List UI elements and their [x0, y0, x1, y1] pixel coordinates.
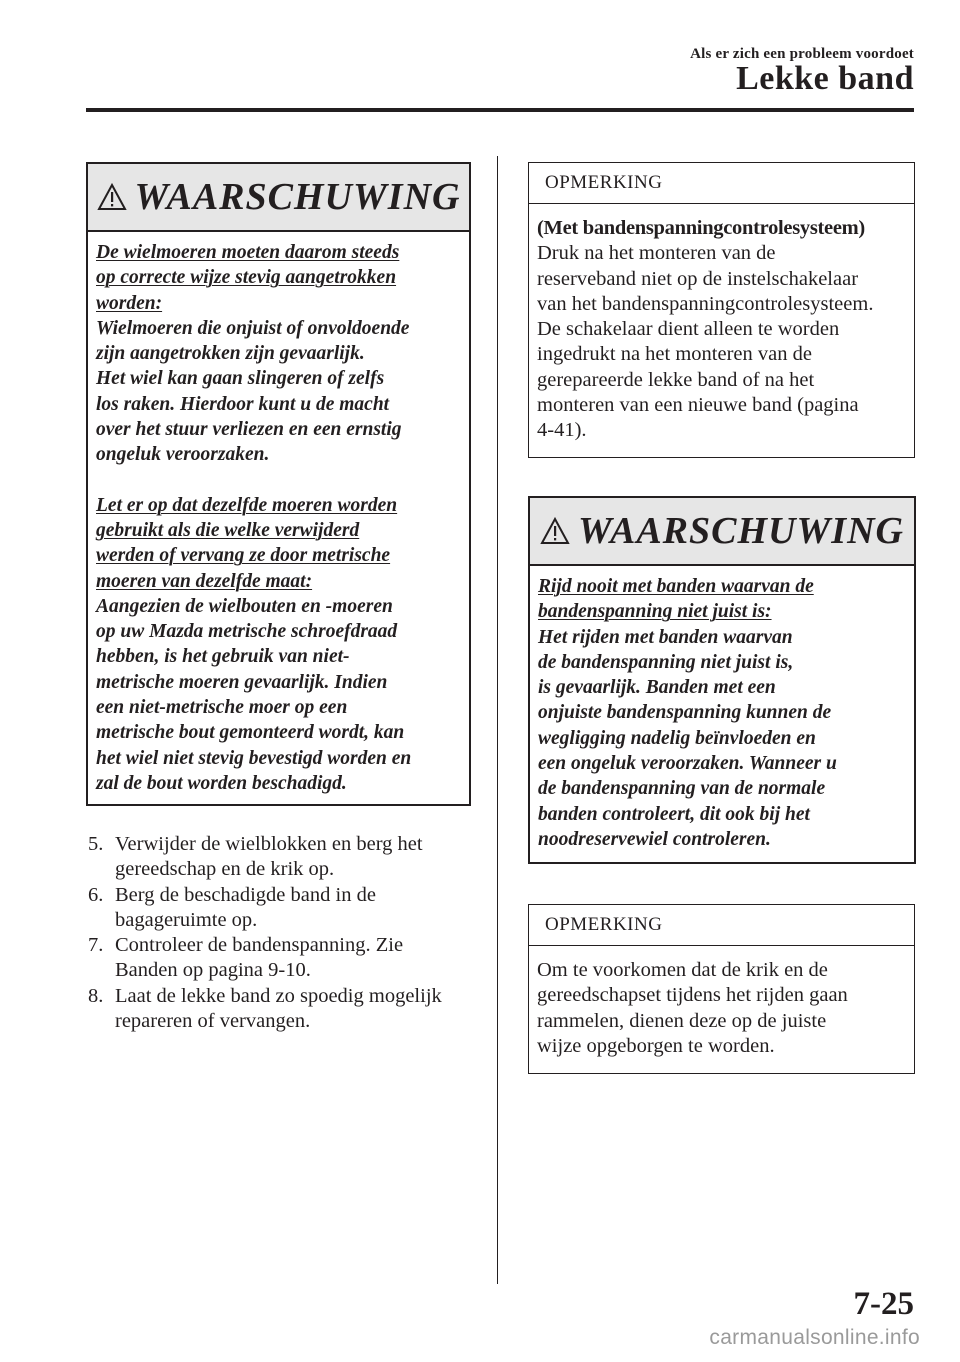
list-item [88, 984, 488, 1035]
warning-line: metrische moeren gevaarlijk. Indien [96, 671, 388, 693]
warning-underlined-line: worden: [96, 292, 163, 314]
page-title: Lekke band [736, 60, 914, 97]
warning-triangle-icon [97, 183, 127, 211]
warning-line: noodreservewiel controleren. [538, 828, 771, 850]
warning-underlined-line: Let er op dat dezelfde moeren worden [96, 494, 398, 516]
step-text: Berg de beschadigde band in de [115, 883, 376, 906]
warning-underlined-line: op correcte wijze stevig aangetrokken [96, 267, 397, 289]
note-line: 4-41). [537, 419, 587, 442]
note-body [529, 204, 914, 454]
warning-box-tire-pressure [528, 496, 916, 864]
note-line: De schakelaar dient alleen te worden [537, 318, 840, 341]
warning-underlined-line: De wielmoeren moeten daarom steeds [96, 242, 400, 263]
warning-underlined-line: bandenspanning niet juist is: [538, 601, 772, 623]
note-line: monteren van een nieuwe band (pagina [537, 394, 859, 417]
warning-line: Het wiel kan gaan slingeren of zelfs [96, 368, 385, 390]
warning-box-wheel-nuts [86, 162, 471, 806]
list-item [88, 883, 488, 934]
page-number: 7-25 [853, 1286, 914, 1322]
section-title: Als er zich een probleem voordoet [690, 46, 914, 62]
warning-line: over het stuur verliezen en een ernstig [96, 419, 402, 441]
note-line: gereedschapset tijdens het rijden gaan [537, 984, 848, 1007]
note-line: van het bandenspanningcontrolesysteem. [537, 292, 874, 315]
note-title: OPMERKING [529, 905, 914, 946]
step-text: bagageruimte op. [115, 908, 258, 931]
warning-line: ongeluk veroorzaken. [96, 444, 270, 466]
warning-line: zal de bout worden beschadigd. [96, 772, 347, 794]
column-divider [497, 156, 498, 1284]
warning-title: WAARSCHUWING [578, 510, 904, 552]
note-line: ingedrukt na het monteren van de [537, 343, 812, 366]
warning-line: het wiel niet stevig bevestigd worden en [96, 747, 412, 769]
step-text: gereedschap en de krik op. [115, 858, 335, 881]
warning-title: WAARSCHUWING [134, 176, 461, 218]
note-line: Om te voorkomen dat de krik en de [537, 959, 828, 981]
warning-underlined-line: gebruikt als die welke verwijderd [96, 519, 360, 541]
note-title: OPMERKING [529, 163, 914, 204]
watermark: carmanualsonline.info [709, 1326, 920, 1349]
step-number: 7. [88, 934, 104, 957]
warning-line: onjuiste bandenspanning kunnen de [538, 702, 832, 724]
header-rule [86, 108, 914, 112]
list-item [88, 933, 488, 984]
note-line: reserveband niet op de instelschakelaar [537, 267, 859, 290]
warning-line: hebben, is het gebruik van niet- [96, 646, 350, 668]
step-number: 8. [88, 984, 104, 1007]
step-number: 6. [88, 883, 104, 906]
step-text: Controleer de bandenspanning. Zie [115, 934, 404, 957]
note-subheading: (Met bandenspanningcontrolesysteem) [537, 217, 865, 239]
warning-line: los raken. Hierdoor kunt u de macht [96, 393, 390, 415]
warning-body [530, 566, 914, 862]
step-text: Laat de lekke band zo spoedig mogelijk [115, 984, 442, 1007]
warning-body [88, 232, 469, 806]
warning-line: wegligging nadelig beïnvloeden en [538, 727, 816, 749]
warning-line: zijn aangetrokken zijn gevaarlijk. [96, 343, 365, 365]
note-box-tpms [528, 162, 915, 458]
warning-line: op uw Mazda metrische schroefdraad [96, 621, 398, 643]
list-item [88, 832, 488, 883]
note-box-jack-storage [528, 904, 915, 1074]
warning-line: een ongeluk veroorzaken. Wanneer u [538, 753, 837, 775]
step-text: repareren of vervangen. [115, 1010, 311, 1033]
warning-line: de bandenspanning van de normale [538, 778, 826, 800]
warning-line: banden controleert, dit ook bij het [538, 803, 810, 825]
steps-list [88, 832, 488, 1034]
warning-line: Aangezien de wielbouten en -moeren [96, 595, 393, 617]
note-line: gerepareerde lekke band of na het [537, 368, 815, 391]
note-line: Druk na het monteren van de [537, 242, 776, 265]
warning-triangle-icon [540, 517, 570, 545]
warning-line: de bandenspanning niet juist is, [538, 651, 794, 673]
warning-header [88, 164, 469, 232]
note-line: wijze opgeborgen te worden. [537, 1034, 775, 1057]
warning-line: Het rijden met banden waarvan [538, 626, 793, 648]
note-line: rammelen, dienen deze op de juiste [537, 1009, 827, 1032]
note-body [529, 946, 914, 1069]
warning-line: is gevaarlijk. Banden met een [538, 677, 776, 699]
paragraph-gap [96, 468, 459, 493]
warning-underlined-line: moeren van dezelfde maat: [96, 570, 313, 592]
warning-line: metrische bout gemonteerd wordt, kan [96, 722, 405, 744]
warning-header [530, 498, 914, 566]
warning-underlined-line: werden of vervang ze door metrische [96, 545, 391, 567]
step-text: Banden op pagina 9-10. [115, 959, 311, 982]
step-number: 5. [88, 833, 104, 855]
warning-line: Wielmoeren die onjuist of onvoldoende [96, 317, 410, 339]
warning-line: een niet-metrische moer op een [96, 697, 348, 719]
step-text: Verwijder de wielblokken en berg het [115, 833, 423, 855]
warning-underlined-line: Rijd nooit met banden waarvan de [538, 576, 814, 597]
